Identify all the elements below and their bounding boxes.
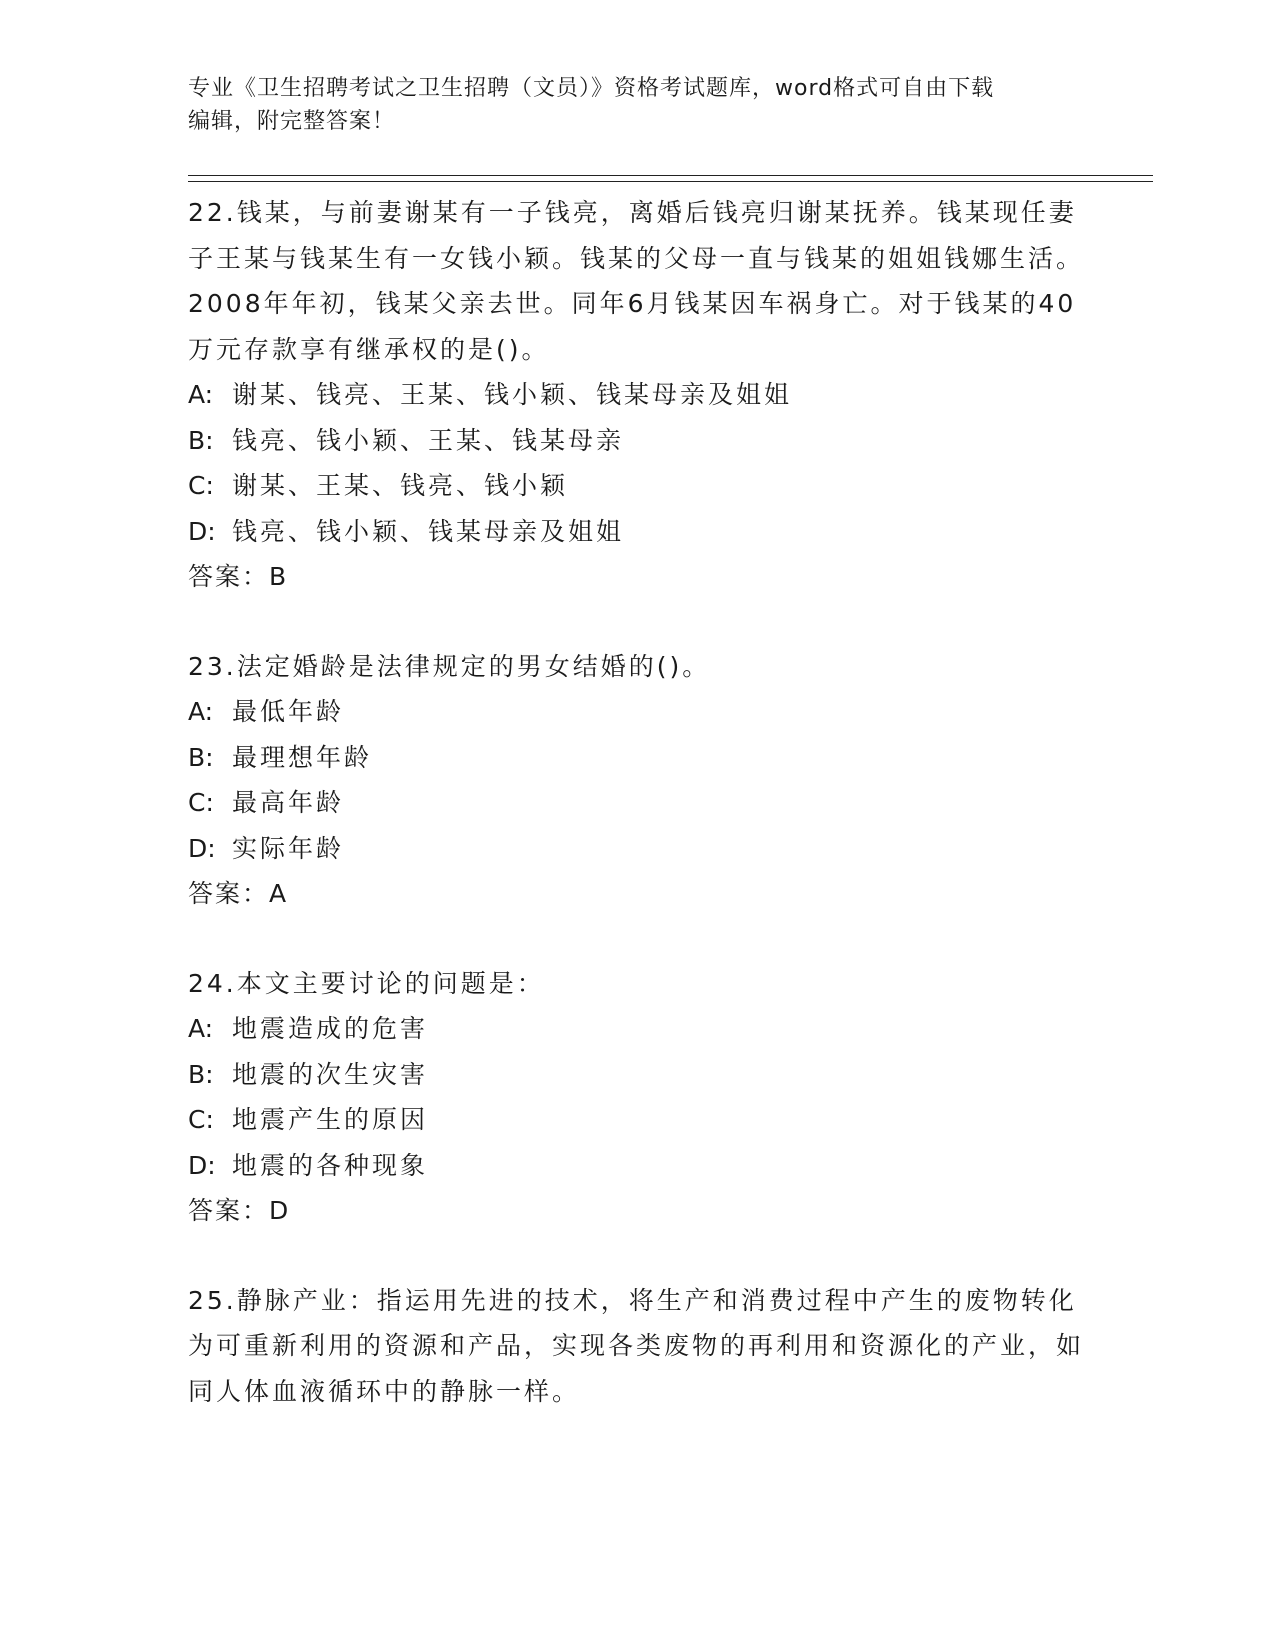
answer-line: 答案：D	[188, 1196, 291, 1225]
option-letter: A:	[188, 697, 214, 726]
option-text: 最理想年龄	[232, 742, 373, 772]
option-b	[188, 1052, 1088, 1098]
option-a	[188, 372, 1088, 418]
option-text: 最低年龄	[232, 697, 345, 726]
option-letter: A:	[188, 1014, 214, 1043]
answer-line: 答案：A	[188, 879, 289, 908]
question-stem: 24.本文主要讨论的问题是：	[188, 968, 545, 998]
option-b	[188, 418, 1088, 464]
option-c	[188, 780, 1088, 826]
option-text: 地震的各种现象	[232, 1150, 429, 1180]
question-stem: 22.钱某，与前妻谢某有一子钱亮，离婚后钱亮归谢某抚养。钱某现任妻子王某与钱某生有一女钱小颖。钱某的父母一直与钱某的姐姐钱娜生活。2008年年初，钱某父亲去世。同年6月钱某因车祸身亡。对于钱某的40万元存款享有继承权的是()。	[188, 198, 1085, 364]
option-letter: A:	[188, 380, 214, 409]
option-text: 地震造成的危害	[232, 1014, 429, 1043]
option-a	[188, 1006, 1088, 1052]
answer-line: 答案：B	[188, 562, 289, 591]
option-d	[188, 1143, 1088, 1189]
option-text: 钱亮、钱小颖、王某、钱某母亲	[232, 425, 625, 455]
option-text: 地震产生的原因	[232, 1105, 429, 1134]
header-rule-top	[188, 175, 1153, 176]
option-letter: B:	[188, 1059, 214, 1089]
option-d	[188, 826, 1088, 872]
question-24	[188, 961, 1088, 1234]
header-rule-bottom	[188, 181, 1153, 182]
header-line-1: 专业《卫生招聘考试之卫生招聘（文员）》资格考试题库，word格式可自由下载	[188, 76, 995, 101]
option-letter: B:	[188, 742, 214, 772]
document-header	[188, 72, 1088, 138]
option-letter: D:	[188, 833, 216, 863]
option-letter: C:	[188, 788, 214, 817]
question-stem: 23.法定婚龄是法律规定的男女结婚的()。	[188, 651, 711, 681]
option-text: 谢某、王某、钱亮、钱小颖	[232, 471, 569, 500]
question-25	[188, 1278, 1088, 1415]
option-letter: C:	[188, 1105, 214, 1134]
question-list	[188, 190, 1088, 1458]
option-text: 谢某、钱亮、王某、钱小颖、钱某母亲及姐姐	[232, 380, 793, 409]
question-22	[188, 190, 1088, 600]
option-text: 最高年龄	[232, 788, 345, 817]
option-letter: C:	[188, 471, 214, 500]
option-a	[188, 689, 1088, 735]
option-d	[188, 509, 1088, 555]
question-stem: 25.静脉产业：指运用先进的技术，将生产和消费过程中产生的废物转化为可重新利用的资源和产品，实现各类废物的再利用和资源化的产业，如同人体血液循环中的静脉一样。	[188, 1285, 1085, 1406]
option-letter: B:	[188, 425, 214, 455]
option-c	[188, 463, 1088, 509]
option-c	[188, 1097, 1088, 1143]
header-line-2: 编辑，附完整答案！	[188, 109, 396, 134]
question-23	[188, 644, 1088, 917]
option-b	[188, 735, 1088, 781]
option-text: 地震的次生灾害	[232, 1059, 429, 1089]
option-text: 钱亮、钱小颖、钱某母亲及姐姐	[232, 516, 625, 546]
option-letter: D:	[188, 1150, 216, 1180]
option-letter: D:	[188, 516, 216, 546]
option-text: 实际年龄	[232, 833, 345, 863]
